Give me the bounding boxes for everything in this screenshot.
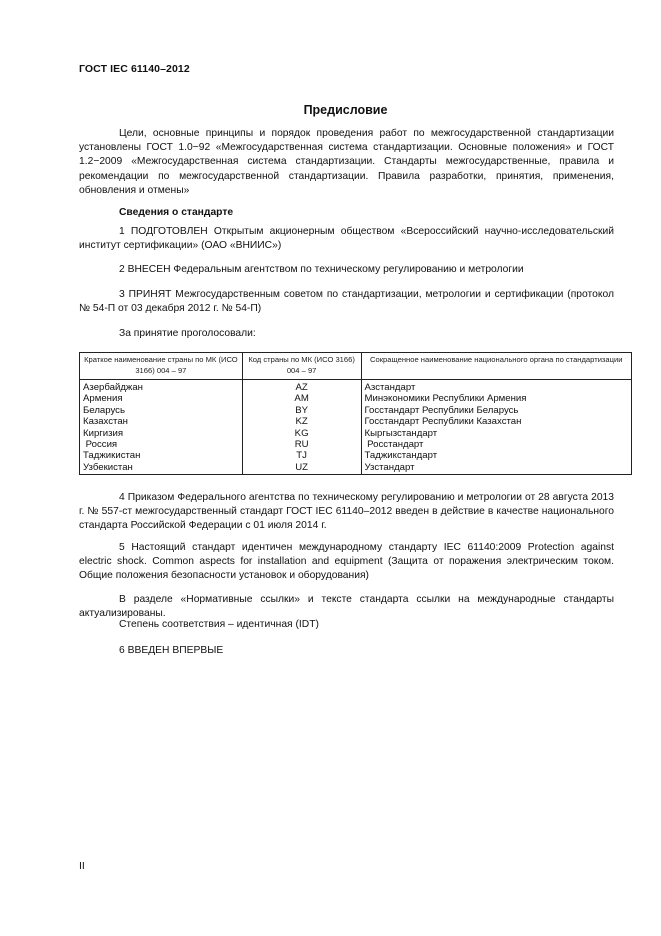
body-cell: Росстандарт xyxy=(361,439,632,450)
country-cell: Армения xyxy=(80,393,243,404)
intro-paragraph: Цели, основные принципы и порядок проведения работ по межгосударственной стандартизации установлены ГОСТ 1.0−92 «Межгосударственная система стандартизации. Основные положения» и ГОСТ 1.2−2009 «Межгосударственная система стандартизации. Стандарты межгосударственные, правила и рекомендации по межгосударственной стандартизации. Правила разработки, принятия, применения, обновления и отмены» xyxy=(79,128,614,196)
body-cell: Таджикстандарт xyxy=(361,450,632,461)
table-row xyxy=(80,393,632,404)
code-cell: UZ xyxy=(242,462,361,475)
country-cell: Россия xyxy=(80,439,243,450)
table-row xyxy=(80,428,632,439)
column-header-body: Сокращенное наименование национального органа по стандартизации xyxy=(361,353,632,380)
country-cell: Таджикистан xyxy=(80,450,243,461)
page-number: II xyxy=(79,860,85,872)
table-header-row xyxy=(80,353,632,380)
page-title: Предисловие xyxy=(303,103,388,117)
voting-table xyxy=(79,352,632,475)
code-cell: AM xyxy=(242,393,361,404)
country-cell: Азербайджан xyxy=(80,380,243,394)
body-cell: Азстандарт xyxy=(361,380,632,394)
body-cell: Кыргызстандарт xyxy=(361,428,632,439)
voted-label: За принятие проголосовали: xyxy=(119,328,256,339)
table-row xyxy=(80,439,632,450)
code-cell: BY xyxy=(242,405,361,416)
item-prepared: 1 ПОДГОТОВЛЕН Открытым акционерным обществом «Всероссийский научно-исследовательский институт сертификации» (ОАО «ВНИИС») xyxy=(79,226,614,252)
country-cell: Узбекистан xyxy=(80,462,243,475)
column-header-country: Краткое наименование страны по МК (ИСО 3166) 004 – 97 xyxy=(80,353,243,380)
country-cell: Казахстан xyxy=(80,416,243,427)
item-identical: 5 Настоящий стандарт идентичен международному стандарту IEC 61140:2009 Protection against electric shock. Common aspects for installation and equipment (Защита от поражения электрическим током. Общие положения безопасности установок и оборудования) xyxy=(79,542,614,582)
body-cell: Минэкономики Республики Армения xyxy=(361,393,632,404)
body-cell: Госстандарт Республики Беларусь xyxy=(361,405,632,416)
code-cell: KZ xyxy=(242,416,361,427)
item-first-time: 6 ВВЕДЕН ВПЕРВЫЕ xyxy=(119,645,224,656)
item-conformity: Степень соответствия – идентичная (IDT) xyxy=(119,619,319,630)
body-cell: Узстандарт xyxy=(361,462,632,475)
item-adopted: 3 ПРИНЯТ Межгосударственным советом по стандартизации, метрологии и сертификации (протокол № 54-П от 03 декабря 2012 г. № 54-П) xyxy=(79,289,614,315)
section-heading: Сведения о стандарте xyxy=(119,207,234,218)
country-cell: Киргизия xyxy=(80,428,243,439)
country-cell: Беларусь xyxy=(80,405,243,416)
code-cell: RU xyxy=(242,439,361,450)
table-row xyxy=(80,416,632,427)
table-row xyxy=(80,462,632,475)
code-cell: AZ xyxy=(242,380,361,394)
item-references: В разделе «Нормативные ссылки» и тексте стандарта ссылки на международные стандарты актуализированы. xyxy=(79,594,614,620)
code-cell: KG xyxy=(242,428,361,439)
table-row xyxy=(80,380,632,394)
table-row xyxy=(80,405,632,416)
body-cell: Госстандарт Республики Казахстан xyxy=(361,416,632,427)
column-header-code: Код страны по МК (ИСО 3166) 004 – 97 xyxy=(242,353,361,380)
standard-code-header: ГОСТ IEC 61140–2012 xyxy=(79,63,190,75)
item-introduced: 2 ВНЕСЕН Федеральным агентством по техническому регулированию и метрологии xyxy=(119,264,524,275)
table-row xyxy=(80,450,632,461)
code-cell: TJ xyxy=(242,450,361,461)
item-order: 4 Приказом Федерального агентства по техническому регулированию и метрологии от 28 августа 2013 г. № 557-ст межгосударственный стандарт ГОСТ IEC 61140–2012 введен в действие в качестве национального стандарта Российской Федерации с 01 июля 2014 г. xyxy=(79,492,614,532)
